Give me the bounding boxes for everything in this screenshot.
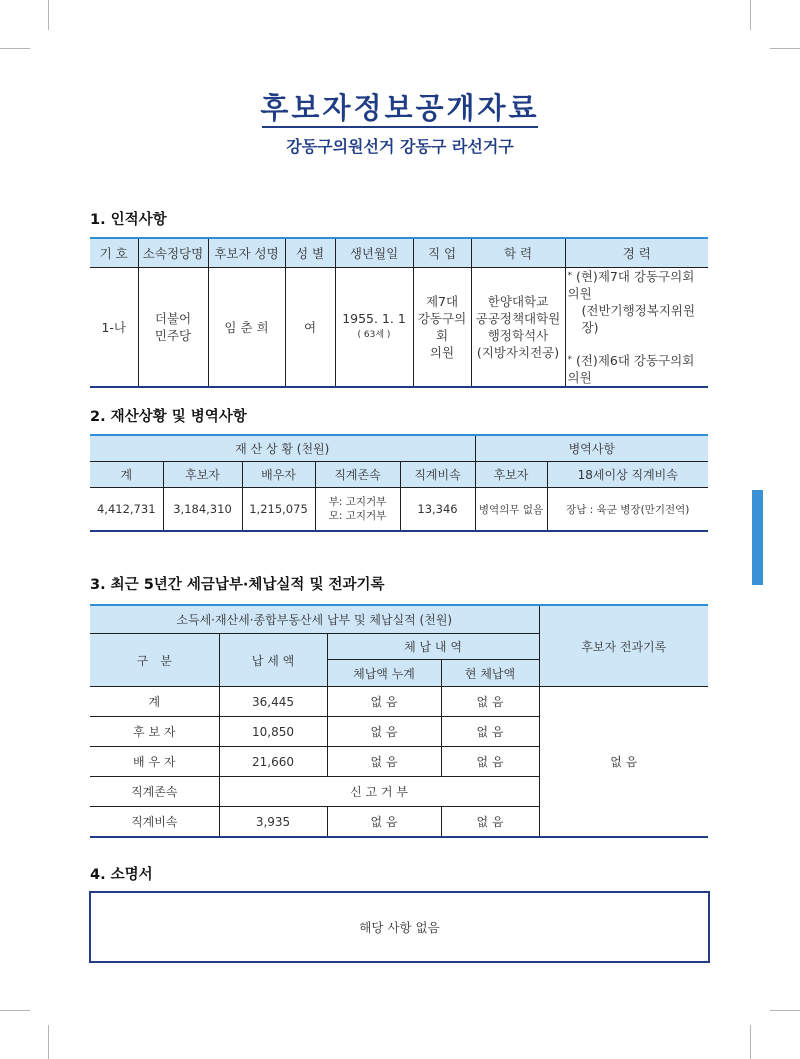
cell-refusal: 신 고 거 부 [219,777,539,807]
header-row [90,462,708,488]
table-row [90,687,708,717]
col-gender: 성 별 [285,238,335,268]
crop-mark [48,0,49,30]
col-mil-candidate: 후보자 [475,462,547,488]
party-line: 민주당 [154,328,192,343]
cell-arrears-current: 없 음 [441,717,539,747]
crop-mark [770,1010,800,1011]
cell-paid: 3,935 [219,807,327,838]
section1-heading: 1. 인적사항 [90,212,167,228]
career-item [568,268,707,302]
page-subtitle: 강동구의원선거 강동구 라선거구 [286,137,514,156]
col-candidate: 후보자 [163,462,242,488]
career-item [568,352,707,386]
group-criminal: 후보자 전과기록 [539,605,708,687]
group-tax: 소득세·재산세·종합부동산세 납부 및 체납실적 (천원) [90,605,539,634]
cell-spouse: 1,215,075 [242,488,315,532]
col-number: 기 호 [90,238,138,268]
col-career: 경 력 [565,238,708,268]
job-line: 제7대 [425,294,459,309]
cell-career [565,268,708,388]
cell-mil-descendant: 장남 : 육군 병장(만기전역) [547,488,708,532]
group-military: 병역사항 [475,435,708,462]
cell-birth [335,268,413,388]
crop-mark [48,1025,49,1059]
cell-education [471,268,565,388]
cell-paid: 21,660 [219,747,327,777]
cell-gender: 여 [285,268,335,388]
cell-arrears-total: 없 음 [327,807,441,838]
title-underline [262,126,538,128]
education-line: 한양대학교 [487,294,549,309]
col-spouse: 배우자 [242,462,315,488]
crop-mark [770,48,800,49]
col-mil-descendant: 18세이상 직계비속 [547,462,708,488]
career-text: (현)제7대 강동구의회 의원 [567,269,695,301]
cell-arrears-total: 없 음 [327,717,441,747]
birth-date: 1955. 1. 1 [342,311,406,326]
education-line: 행정학석사 [487,328,549,343]
career-bullet: * [567,355,572,365]
cell-party [138,268,208,388]
cell-arrears-current: 없 음 [441,807,539,838]
col-job: 직 업 [413,238,471,268]
crop-mark [750,0,751,30]
tax-criminal-table [90,604,708,838]
col-education: 학 력 [471,238,565,268]
cell-ascendant [315,488,400,532]
cell-name: 임 춘 희 [208,268,285,388]
col-ascendant: 직계존속 [315,462,400,488]
section4-heading: 4. 소명서 [90,867,153,883]
cell-arrears-total: 없 음 [327,687,441,717]
cell-total: 4,412,731 [90,488,163,532]
col-birth: 생년월일 [335,238,413,268]
cell-criminal-record: 없 음 [539,687,708,838]
cell-label: 직계비속 [90,807,219,838]
cell-job [413,268,471,388]
cell-candidate: 3,184,310 [163,488,242,532]
career-text: (전)제6대 강동구의회 의원 [567,353,695,385]
table-row [90,488,708,532]
cell-label: 계 [90,687,219,717]
col-total: 계 [90,462,163,488]
col-arrears-total: 체납액 누계 [327,660,441,687]
crop-mark [0,1010,30,1011]
section3-heading: 3. 최근 5년간 세금납부·체납실적 및 전과기록 [90,577,385,593]
col-party: 소속정당명 [138,238,208,268]
education-line: (지방자치전공) [476,345,560,360]
cell-label: 후 보 자 [90,717,219,747]
col-category: 구 분 [90,634,219,687]
cell-paid: 10,850 [219,717,327,747]
cell-arrears-current: 없 음 [441,747,539,777]
statement-box [89,891,710,963]
table-row [90,268,708,388]
ascendant-line: 부: 고지거부 [328,496,387,508]
cell-arrears-total: 없 음 [327,747,441,777]
col-descendant: 직계비속 [400,462,475,488]
cell-label: 배 우 자 [90,747,219,777]
group-property: 재 산 상 황 (천원) [90,435,475,462]
personal-info-table [90,237,708,388]
cell-descendant: 13,346 [400,488,475,532]
header-row [90,238,708,268]
education-line: 공공정책대학원 [475,311,561,326]
cell-mil-candidate: 병역의무 없음 [475,488,547,532]
age: ( 63세 ) [357,330,391,340]
job-line: 강동구의회 [417,311,467,343]
ascendant-line: 모: 고지거부 [328,510,387,522]
cell-paid: 36,445 [219,687,327,717]
side-tab-marker [752,490,763,585]
col-arrears-current: 현 체납액 [441,660,539,687]
section2-heading: 2. 재산상황 및 병역사항 [90,409,247,425]
cell-number: 1-나 [90,268,138,388]
col-name: 후보자 성명 [208,238,285,268]
property-military-table [90,434,708,532]
job-line: 의원 [429,345,455,360]
career-bullet: * [567,271,572,281]
party-line: 더불어 [154,311,192,326]
col-arrears: 체 납 내 역 [327,634,539,660]
group-header-row [90,435,708,462]
cell-arrears-current: 없 음 [441,687,539,717]
crop-mark [750,1025,751,1059]
career-text: (전반기행정복지위원장) [581,303,696,335]
group-header-row [90,605,708,634]
col-paid: 납 세 액 [219,634,327,687]
page-title: 후보자정보공개자료 [260,91,540,125]
crop-mark [0,48,30,49]
cell-label: 직계존속 [90,777,219,807]
statement-text: 해당 사항 없음 [359,920,440,935]
